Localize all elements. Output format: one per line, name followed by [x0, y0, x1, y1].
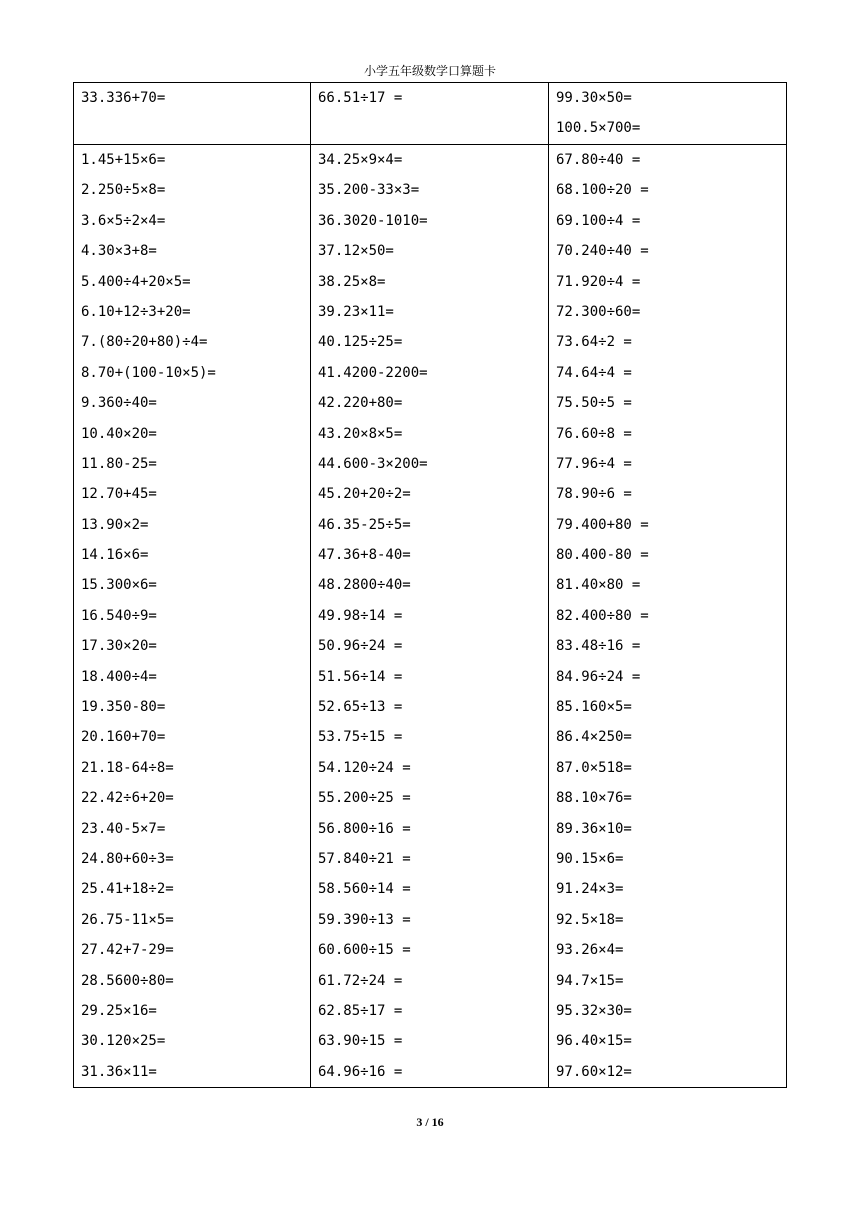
problem-item: 2.250÷5×8= [81, 182, 166, 199]
problem-item: 21.18-64÷8= [81, 759, 174, 776]
problem-item: 49.98÷14 = [318, 607, 403, 624]
problem-item: 100.5×700= [556, 120, 641, 137]
problem-item: 18.400÷4= [81, 668, 157, 685]
problem-item: 20.160+70= [81, 729, 166, 746]
problem-item: 53.75÷15 = [318, 729, 403, 746]
problem-item: 90.15×6= [556, 850, 624, 867]
problem-item: 92.5×18= [556, 911, 624, 928]
problem-item: 31.36×11= [81, 1063, 157, 1080]
problem-item: 80.400-80 = [556, 547, 649, 564]
problem-item: 99.30×50= [556, 90, 632, 106]
problem-item: 88.10×76= [556, 790, 632, 807]
problem-item: 14.16×6= [81, 547, 149, 564]
problem-item: 15.300×6= [81, 577, 157, 594]
problem-item: 55.200÷25 = [318, 790, 411, 807]
problem-item: 44.600-3×200= [318, 455, 428, 472]
problem-item: 52.65÷13 = [318, 699, 403, 716]
problem-item: 27.42+7-29= [81, 942, 174, 959]
problem-item: 56.800÷16 = [318, 820, 411, 837]
top-col-3 [549, 83, 787, 145]
problem-item: 29.25×16= [81, 1002, 157, 1019]
problem-item: 28.5600÷80= [81, 972, 174, 989]
main-col-1 [74, 145, 311, 1088]
main-row [74, 145, 787, 1088]
problem-item: 85.160×5= [556, 699, 632, 716]
problem-item: 83.48÷16 = [556, 638, 641, 655]
problem-item: 46.35-25÷5= [318, 516, 411, 533]
problem-item: 74.64÷4 = [556, 364, 632, 381]
problem-item: 97.60×12= [556, 1063, 632, 1080]
problem-item: 70.240÷40 = [556, 243, 649, 260]
page-header: 小学五年级数学口算题卡 [363, 64, 496, 78]
problem-item: 10.40×20= [81, 425, 157, 442]
top-row [74, 83, 787, 145]
problem-item: 42.220+80= [318, 395, 403, 412]
top-col-1 [74, 83, 311, 145]
problem-item: 8.70+(100-10×5)= [81, 364, 216, 381]
problem-item: 75.50÷5 = [556, 395, 632, 412]
problem-item: 82.400÷80 = [556, 607, 649, 624]
problem-item: 45.20+20÷2= [318, 486, 411, 503]
problem-table [73, 82, 787, 1088]
problem-item: 36.3020-1010= [318, 212, 428, 229]
problem-item: 50.96÷24 = [318, 638, 403, 655]
problem-item: 95.32×30= [556, 1002, 632, 1019]
problem-item: 23.40-5×7= [81, 820, 166, 837]
problem-item: 61.72÷24 = [318, 972, 403, 989]
problem-item: 64.96÷16 = [318, 1063, 403, 1080]
problem-item: 12.70+45= [81, 486, 157, 503]
top-col-2 [311, 83, 549, 145]
problem-item: 86.4×250= [556, 729, 632, 746]
problem-item: 57.840÷21 = [318, 850, 411, 867]
problem-item: 68.100÷20 = [556, 182, 649, 199]
problem-item: 91.24×3= [556, 881, 624, 898]
problem-item: 25.41+18÷2= [81, 881, 174, 898]
main-col-3 [549, 145, 787, 1088]
problem-item: 7.(80÷20+80)÷4= [81, 334, 208, 351]
problem-item: 93.26×4= [556, 942, 624, 959]
problem-item: 35.200-33×3= [318, 182, 420, 199]
problem-item: 63.90÷15 = [318, 1033, 403, 1050]
problem-item: 78.90÷6 = [556, 486, 632, 503]
problem-item: 58.560÷14 = [318, 881, 411, 898]
problem-item: 37.12×50= [318, 243, 394, 260]
problem-item: 69.100÷4 = [556, 212, 641, 229]
problem-item: 40.125÷25= [318, 334, 403, 351]
main-col-2 [311, 145, 549, 1088]
problem-item: 79.400+80 = [556, 516, 649, 533]
problem-item: 73.64÷2 = [556, 334, 632, 351]
problem-item: 62.85÷17 = [318, 1002, 403, 1019]
problem-item: 94.7×15= [556, 972, 624, 989]
problem-item: 54.120÷24 = [318, 759, 411, 776]
problem-item: 66.51÷17 = [318, 90, 403, 106]
problem-item: 3.6×5÷2×4= [81, 212, 166, 229]
problem-item: 51.56÷14 = [318, 668, 403, 685]
problem-item: 48.2800÷40= [318, 577, 411, 594]
page-number: 3 / 16 [416, 1115, 444, 1129]
problem-item: 84.96÷24 = [556, 668, 641, 685]
problem-item: 5.400÷4+20×5= [81, 273, 191, 290]
problem-item: 19.350-80= [81, 699, 166, 716]
problem-item: 47.36+8-40= [318, 547, 411, 564]
problem-item: 87.0×518= [556, 759, 632, 776]
problem-item: 26.75-11×5= [81, 911, 174, 928]
problem-item: 41.4200-2200= [318, 364, 428, 381]
problem-item: 24.80+60÷3= [81, 850, 174, 867]
problem-item: 76.60÷8 = [556, 425, 632, 442]
problem-item: 6.10+12÷3+20= [81, 303, 191, 320]
problem-item: 81.40×80 = [556, 577, 641, 594]
problem-item: 11.80-25= [81, 455, 157, 472]
problem-item: 16.540÷9= [81, 607, 157, 624]
problem-item: 60.600÷15 = [318, 942, 411, 959]
problem-item: 1.45+15×6= [81, 152, 166, 168]
problem-item: 59.390÷13 = [318, 911, 411, 928]
problem-item: 9.360÷40= [81, 395, 157, 412]
problem-item: 34.25×9×4= [318, 152, 403, 168]
problem-item: 22.42÷6+20= [81, 790, 174, 807]
problem-item: 33.336+70= [81, 90, 166, 106]
problem-item: 72.300÷60= [556, 303, 641, 320]
problem-item: 71.920÷4 = [556, 273, 641, 290]
problem-item: 30.120×25= [81, 1033, 166, 1050]
problem-item: 77.96÷4 = [556, 455, 632, 472]
problem-item: 67.80÷40 = [556, 152, 641, 168]
problem-item: 13.90×2= [81, 516, 149, 533]
problem-item: 96.40×15= [556, 1033, 632, 1050]
problem-item: 43.20×8×5= [318, 425, 403, 442]
problem-item: 17.30×20= [81, 638, 157, 655]
problem-item: 38.25×8= [318, 273, 386, 290]
problem-item: 4.30×3+8= [81, 243, 157, 260]
problem-item: 89.36×10= [556, 820, 632, 837]
problem-item: 39.23×11= [318, 303, 394, 320]
